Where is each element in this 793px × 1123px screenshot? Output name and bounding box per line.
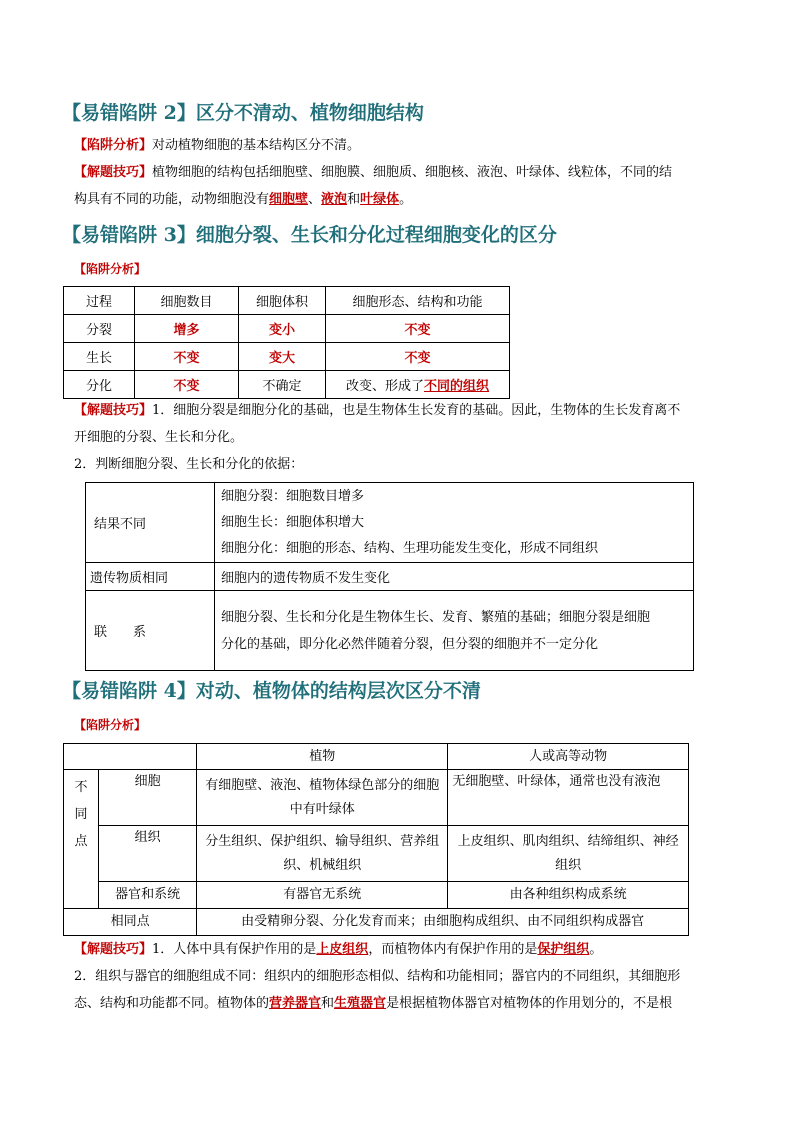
table-header: 过程 [64,287,135,315]
tip-text: 。 [399,192,413,207]
tip-text: 植物细胞的结构包括细胞壁、细胞膜、细胞质、细胞核、液泡、叶绿体、线粒体，不同的结 [152,165,673,180]
trap-2-analysis [74,132,724,159]
table-cell: 变大 [239,343,326,371]
empty-cell [64,744,197,770]
analysis-tag: 【陷阱分析】 [74,718,147,732]
table-header: 细胞体积 [239,287,326,315]
keyword: 上皮组织 [316,942,369,957]
keyword: 细胞壁 [269,192,309,207]
tip-text: ，而植物体内有保护作用的是 [368,942,538,957]
row-label: 器官和系统 [99,882,197,909]
row-label: 遗传物质相同 [86,563,215,591]
cell-line: 分化的基础，即分化必然伴随着分裂，但分裂的细胞并不一定分化 [221,636,599,652]
table-header: 植物 [197,744,448,770]
table-row [64,315,510,343]
table-cell: 增多 [135,315,239,343]
trap-3-tip-line-2: 开细胞的分裂、生长和分化。 [74,430,244,445]
cell-line: 细胞分裂：细胞数目增多 [221,488,365,504]
tip-tag: 【解题技巧】 [74,165,153,180]
keyword: 生殖器官 [334,996,387,1011]
tip-text: 是根据植物体器官对植物体的作用划分的，不是根 [386,996,673,1011]
row-label: 相同点 [64,909,197,936]
keyword: 营养器官 [269,996,322,1011]
table-cell: 不变 [326,315,510,343]
table-cell: 有器官无系统 [197,882,448,909]
division-growth-table [63,286,510,399]
table-row [64,287,510,315]
table-row [64,343,510,371]
row-label: 细胞 [99,770,197,826]
trap-3-analysis [74,256,724,283]
table-header: 细胞数目 [135,287,239,315]
table-cell [215,591,694,671]
tip-text: 和 [321,996,335,1011]
table-cell: 上皮组织、肌肉组织、结缔组织、神经组织 [448,826,689,882]
tip-text: 。 [589,942,603,957]
trap-4-analysis [74,712,724,739]
table-header: 人或高等动物 [448,744,689,770]
tip-text: 、 [308,192,322,207]
cell-line: 细胞分裂、生长和分化是生物体生长、发育、繁殖的基础；细胞分裂是细胞 [221,609,651,625]
trap-2-tip-line-2 [74,186,724,213]
table-cell [215,483,694,563]
tip-tag: 【解题技巧】 [74,942,153,957]
table-cell: 分生组织、保护组织、输导组织、营养组织、机械组织 [197,826,448,882]
table-cell [326,371,510,399]
table-cell: 由受精卵分裂、分化发育而来；由细胞构成组织、由不同组织构成器官 [197,909,689,936]
table-cell: 有细胞壁、液泡、植物体绿色部分的细胞中有叶绿体 [197,770,448,826]
trap-3-tip-line-3: 2．判断细胞分裂、生长和分化的依据： [74,457,304,472]
trap-4-tip-line-2: 2．组织与器官的细胞组成不同：组织内的细胞形态相似、结构和功能相同；器官内的不同组织，其细胞形 [74,969,681,984]
cell-text: 改变、形成了 [345,379,424,394]
table-row [86,591,694,671]
section-heading-trap-2: 【易错陷阱 2】区分不清动、植物细胞结构 [62,102,424,124]
basis-table [85,482,694,671]
table-cell: 不变 [135,371,239,399]
analysis-tag: 【陷阱分析】 [74,262,147,276]
tip-text: 1．人体中具有保护作用的是 [152,942,317,957]
trap-3-tip-line-1 [74,397,724,424]
table-cell: 不确定 [239,371,326,399]
keyword: 不同的组织 [424,379,490,394]
row-label: 组织 [99,826,197,882]
analysis-tag: 【陷阱分析】 [74,138,153,153]
section-heading-trap-4: 【易错陷阱 4】对动、植物体的结构层次区分不清 [62,680,481,702]
table-cell: 生长 [64,343,135,371]
structure-level-table [63,743,689,936]
row-label: 不 同 点 [64,770,99,909]
trap-4-tip-line-3 [74,990,724,1017]
cell-line: 细胞生长：细胞体积增大 [221,514,365,530]
table-cell: 不变 [326,343,510,371]
row-label: 结果不同 [86,483,215,563]
table-cell: 细胞内的遗传物质不发生变化 [215,563,694,591]
table-row [86,483,694,563]
table-cell: 不变 [135,343,239,371]
cell-line: 细胞分化：细胞的形态、结构、生理功能发生变化，形成不同组织 [221,540,599,556]
section-heading-trap-3: 【易错陷阱 3】细胞分裂、生长和分化过程细胞变化的区分 [62,224,557,246]
tip-text: 和 [347,192,361,207]
tip-text: 1．细胞分裂是细胞分化的基础，也是生物体生长发育的基础。因此，生物体的生长发育离不 [152,403,681,418]
table-row [64,909,689,936]
tip-text: 构具有不同的功能，动物细胞没有 [74,192,270,207]
table-cell: 无细胞壁、叶绿体，通常也没有液泡 [448,770,689,826]
table-cell: 分裂 [64,315,135,343]
table-row [64,770,689,826]
keyword: 液泡 [321,192,348,207]
table-cell: 由各种组织构成系统 [448,882,689,909]
tip-tag: 【解题技巧】 [74,403,153,418]
tip-text: 态、结构和功能都不同。植物体的 [74,996,270,1011]
trap-4-tip-line-1 [74,936,724,963]
keyword: 叶绿体 [360,192,400,207]
table-header: 细胞形态、结构和功能 [326,287,510,315]
row-label: 联 系 [86,591,215,671]
table-row [64,744,689,770]
analysis-text: 对动植物细胞的基本结构区分不清。 [152,138,361,153]
trap-2-tip-line-1 [74,159,724,186]
table-row [64,371,510,399]
table-row [64,826,689,882]
table-cell: 分化 [64,371,135,399]
keyword: 保护组织 [537,942,590,957]
table-row [86,563,694,591]
table-cell: 变小 [239,315,326,343]
table-row [64,882,689,909]
